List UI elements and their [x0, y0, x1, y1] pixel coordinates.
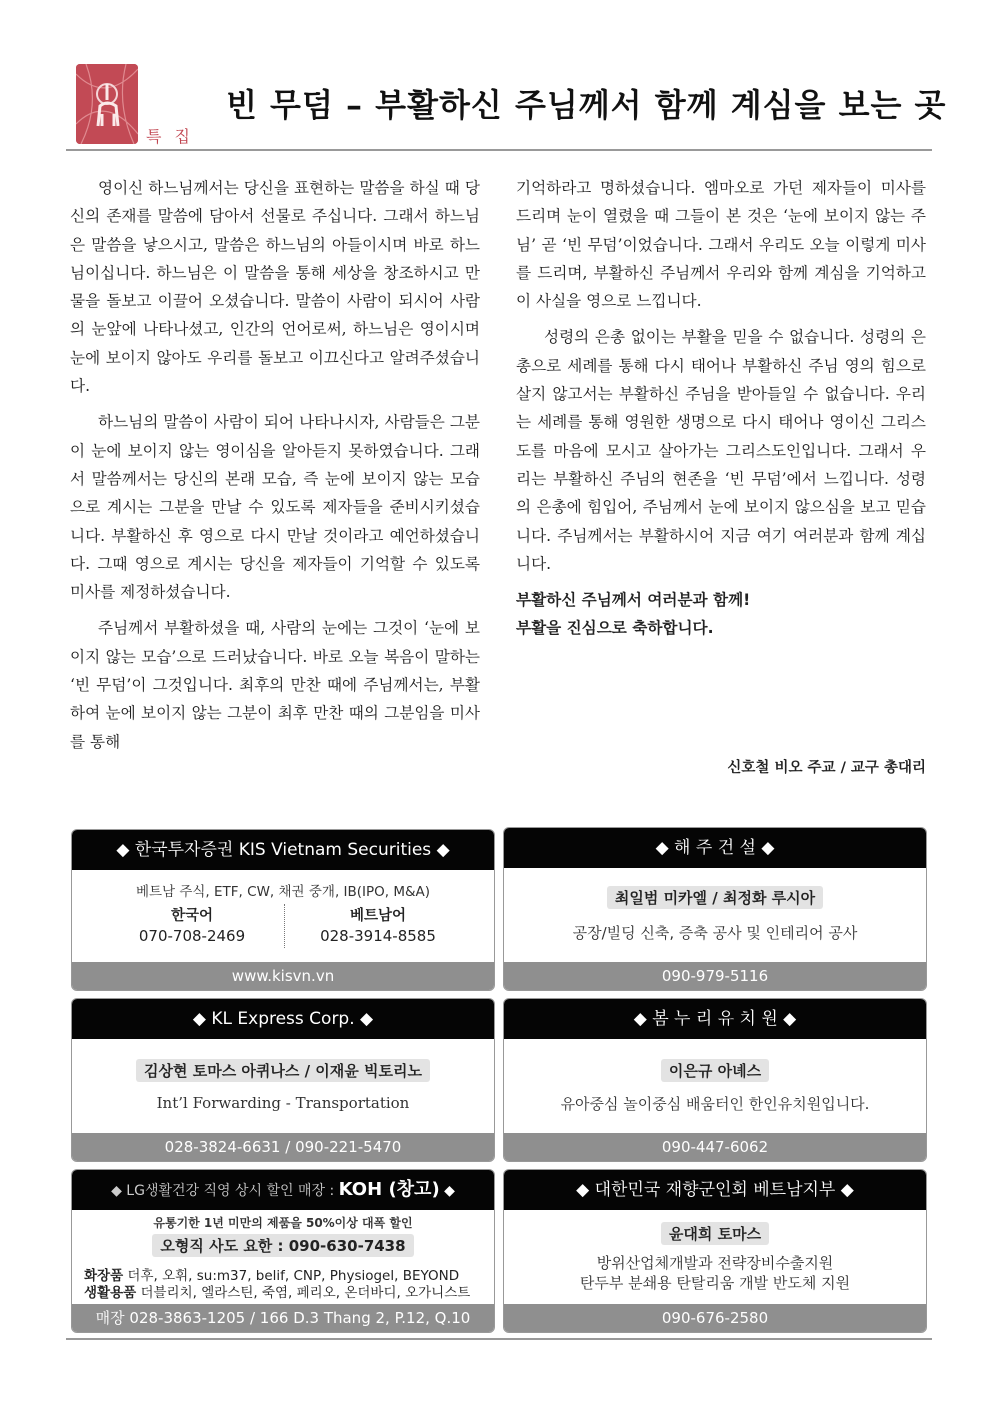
ad-kl-names: 김상현 토마스 아퀴나스 / 이재윤 빅토리노 [136, 1059, 430, 1082]
ad-haeju-desc: 공장/빌딩 신축, 증축 공사 및 인테리어 공사 [572, 924, 858, 942]
closing-line-1: 부활하신 주님께서 여러분과 함께! [516, 591, 751, 610]
ad-veterans-title: ◆ 대한민국 재향군인회 베트남지부 ◆ [504, 1170, 926, 1210]
lamb-logo [76, 64, 138, 144]
ad-kis-title: ◆ 한국투자증권 KIS Vietnam Securities ◆ [72, 830, 494, 870]
ad-kis-lang1: 한국어 [170, 908, 214, 924]
closing-line-2: 부활을 진심으로 축하합니다. [516, 619, 714, 638]
ad-veterans [503, 1169, 927, 1333]
header-divider [66, 149, 932, 151]
section-tag: 특 집 [146, 127, 194, 146]
ad-veterans-desc1: 방위산업체개발과 전략장비수출지원 [596, 1254, 834, 1272]
ad-kis-divider [284, 904, 285, 948]
ad-kl-express [71, 998, 495, 1162]
ad-bomnuri-title: ◆ 봄 누 리 유 치 원 ◆ [504, 999, 926, 1039]
footer-divider [66, 1338, 932, 1340]
ad-bomnuri-desc: 유아중심 놀이중심 배움터인 한인유치원입니다. [560, 1095, 870, 1113]
paragraph: 주님께서 부활하셨을 때, 사람의 눈에는 그것이 ‘눈에 보이지 않는 모습’으로 드러났습니다. 바로 오늘 복음이 말하는 ‘빈 무덤’이 그것입니다. 최후의 만찬 때에 주님께서는, 부활하여 눈에 보이지 않는 그분이 최후 만찬 때의 그분임을 미사를 통해 [70, 619, 480, 751]
ad-kis-phone1: 070-708-2469 [138, 927, 246, 945]
paragraph: 성령의 은총 없이는 부활을 믿을 수 없습니다. 성령의 은총으로 세례를 통해 다시 태어나 부활하신 주님 영의 힘으로 살지 않고서는 부활하신 주님을 받아들일 수 없습니다. 우리는 세례를 통해 영원한 생명으로 다시 태어나 영이신 그리스도를 마음에 모시고 살아가는 그리스도인입니다. 그래서 우리는 부활하신 주님의 현존을 ‘빈 무덤’에서 느낍니다. 성령의 은총에 힘입어, 주님께서 눈에 보이지 않으심을 보고 믿습니다. 주님께서는 부활하시어 지금 여기 여러분과 함께 계십니다. [516, 328, 926, 573]
ad-koh-notice: 유통기한 1년 미만의 제품을 50%이상 대폭 할인 [153, 1216, 413, 1230]
signature: 신호철 비오 주교 / 교구 총대리 [727, 760, 926, 776]
ad-koh-household: 생활용품 더블리치, 엘라스틴, 죽염, 페리오, 온더바디, 오가니스트 [84, 1285, 471, 1301]
ad-kis-footer: www.kisvn.vn [72, 962, 494, 990]
ad-koh-title: ◆ LG생활건강 직영 상시 할인 매장 : KOH (창고) ◆ [72, 1170, 494, 1210]
ad-haeju [503, 827, 927, 991]
ad-kis-services: 베트남 주식, ETF, CW, 채권 중개, IB(IPO, M&A) [135, 884, 431, 900]
ad-veterans-desc2: 탄두부 분쇄용 탄탈리움 개발 반도체 지원 [579, 1274, 851, 1292]
ad-haeju-title: ◆ 해 주 건 설 ◆ [504, 828, 926, 868]
article-left-column [70, 174, 480, 764]
ad-bomnuri-footer: 090-447-6062 [504, 1133, 926, 1161]
ad-veterans-footer: 090-676-2580 [504, 1304, 926, 1332]
ad-kl-desc: Int’l Forwarding - Transportation [156, 1094, 410, 1112]
ad-koh-contact: 오형직 사도 요한 : 090-630-7438 [152, 1234, 413, 1257]
ad-kis [71, 829, 495, 991]
ad-kis-contacts [72, 904, 495, 954]
ad-bomnuri [503, 998, 927, 1162]
ad-veterans-names: 윤대희 토마스 [661, 1222, 769, 1245]
ad-haeju-names: 최일범 미카엘 / 최정화 루시아 [607, 886, 823, 909]
ad-koh [71, 1169, 495, 1333]
paragraph: 기억하라고 명하셨습니다. 엠마오로 가던 제자들이 미사를 드리며 눈이 열렸을 때 그들이 본 것은 ‘눈에 보이지 않는 주님’ 곧 ‘빈 무덤’이었습니다. 그래서 우리도 오늘 이렇게 미사를 드리며, 부활하신 주님께서 우리와 함께 계심을 기억하고 이 사실을 영으로 느낍니다. [516, 179, 926, 311]
ad-kis-phone2: 028-3914-8585 [320, 927, 436, 945]
page-title: 빈 무덤 – 부활하신 주님께서 함께 계심을 보는 곳 [226, 86, 947, 124]
lamb-icon [76, 64, 138, 144]
page-header [66, 58, 947, 152]
ad-haeju-footer: 090-979-5116 [504, 962, 926, 990]
article-right-column [516, 174, 926, 642]
ad-koh-cosmetics: 화장품 더후, 오휘, su:m37, belif, CNP, Physiogel, BEYOND [84, 1268, 460, 1284]
paragraph: 영이신 하느님께서는 당신을 표현하는 말씀을 하실 때 당신의 존재를 말씀에 담아서 선물로 주십니다. 그래서 하느님은 말씀을 낳으시고, 말씀은 하느님의 아들이시며 바로 하느님이십니다. 하느님은 이 말씀을 통해 세상을 창조하시고 만물을 돌보고 이끌어 오셨습니다. 말씀이 사람이 되시어 사람의 눈앞에 나타나셨고, 인간의 언어로써, 하느님은 영이시며 눈에 보이지 않아도 우리를 돌보고 이끄신다고 알려주셨습니다. [70, 179, 480, 396]
ad-kis-lang2: 베트남어 [349, 908, 407, 924]
ad-bomnuri-names: 이은규 아녜스 [661, 1059, 769, 1082]
ad-kl-footer: 028-3824-6631 / 090-221-5470 [72, 1133, 494, 1161]
paragraph: 하느님의 말씀이 사람이 되어 나타나시자, 사람들은 그분이 눈에 보이지 않는 영이심을 알아듣지 못하였습니다. 그래서 말씀께서는 당신의 본래 모습, 즉 눈에 보이지 않는 모습으로 계시는 그분을 만날 수 있도록 제자들을 준비시키셨습니다. 부활하신 후 영으로 다시 만날 것이라고 예언하셨습니다. 그때 영으로 계시는 당신을 제자들이 기억할 수 있도록 미사를 제정하셨습니다. [70, 413, 480, 602]
ad-kl-title: ◆ KL Express Corp. ◆ [72, 999, 494, 1039]
ad-koh-footer: 매장 028-3863-1205 / 166 D.3 Thang 2, P.12, Q.10 [72, 1304, 494, 1332]
